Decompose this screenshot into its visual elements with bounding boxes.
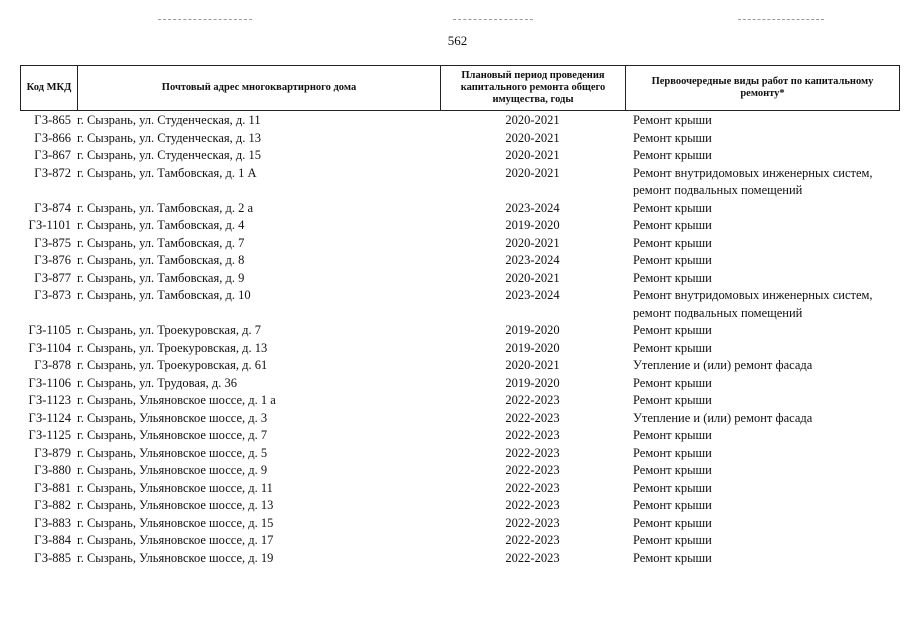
cell-works: Ремонт крыши <box>633 340 712 355</box>
cell-period: 2022-2023 <box>505 515 560 530</box>
table-row <box>20 375 900 393</box>
cell-address: г. Сызрань, Ульяновское шоссе, д. 11 <box>77 480 273 495</box>
cell-works: Ремонт крыши <box>633 480 712 495</box>
cell-address: г. Сызрань, ул. Тамбовская, д. 9 <box>77 270 245 285</box>
page-number: 562 <box>447 33 468 48</box>
cell-period: 2020-2021 <box>505 358 560 372</box>
cell-period: 2022-2023 <box>505 393 560 407</box>
cell-address: г. Сызрань, ул. Троекуровская, д. 13 <box>77 340 268 355</box>
cell-period: 2022-2023 <box>505 550 560 565</box>
cell-address: г. Сызрань, ул. Студенческая, д. 15 <box>77 148 262 162</box>
scan-artifact-line <box>453 19 533 20</box>
cell-code: ГЗ-881 <box>34 480 71 495</box>
table-body <box>20 112 900 567</box>
cell-works: Ремонт крыши <box>633 375 712 390</box>
cell-works: Ремонт крыши <box>633 498 712 512</box>
cell-address: г. Сызрань, ул. Троекуровская, д. 7 <box>77 323 261 337</box>
cell-period: 2019-2020 <box>505 340 560 355</box>
cell-code: ГЗ-885 <box>34 550 71 565</box>
cell-works: Ремонт крыши <box>633 218 712 232</box>
cell-address: г. Сызрань, ул. Тамбовская, д. 7 <box>77 235 245 250</box>
cell-address: г. Сызрань, Ульяновское шоссе, д. 19 <box>77 550 274 565</box>
cell-code: ГЗ-875 <box>34 235 71 250</box>
cell-period: 2022-2023 <box>505 410 560 425</box>
cell-address: г. Сызрань, Ульяновское шоссе, д. 3 <box>77 410 268 425</box>
table-row <box>20 357 900 375</box>
cell-period: 2019-2020 <box>505 375 560 390</box>
header-code: Код МКД <box>21 66 78 110</box>
cell-works: Утепление и (или) ремонт фасада <box>633 410 813 425</box>
cell-address: г. Сызрань, ул. Студенческая, д. 13 <box>77 130 262 145</box>
cell-works: Ремонт крыши <box>633 148 712 162</box>
table-row <box>20 322 900 340</box>
cell-code: ГЗ-877 <box>34 270 71 285</box>
table-row <box>20 270 900 288</box>
cell-period: 2023-2024 <box>505 200 560 215</box>
cell-address: г. Сызрань, ул. Тамбовская, д. 2 а <box>77 200 254 215</box>
cell-address: г. Сызрань, Ульяновское шоссе, д. 9 <box>77 463 268 477</box>
cell-address: г. Сызрань, ул. Тамбовская, д. 8 <box>77 253 245 267</box>
table-row <box>20 515 900 533</box>
table-row <box>20 427 900 445</box>
table-row <box>20 287 900 322</box>
table-row <box>20 462 900 480</box>
cell-period: 2022-2023 <box>505 463 560 477</box>
cell-address: г. Сызрань, Ульяновское шоссе, д. 1 а <box>77 393 276 407</box>
cell-address: г. Сызрань, Ульяновское шоссе, д. 17 <box>77 533 274 547</box>
table-row <box>20 532 900 550</box>
cell-works: Ремонт крыши <box>633 445 712 460</box>
cell-code: ГЗ-880 <box>34 463 71 477</box>
table-row <box>20 112 900 130</box>
cell-code: ГЗ-867 <box>34 148 71 162</box>
cell-works: Ремонт крыши <box>633 515 712 530</box>
table-row <box>20 217 900 235</box>
cell-works: Ремонт крыши <box>633 270 712 285</box>
cell-works: Ремонт крыши <box>633 533 712 547</box>
cell-period: 2022-2023 <box>505 533 560 547</box>
cell-period: 2020-2021 <box>505 113 560 127</box>
cell-works: Утепление и (или) ремонт фасада <box>633 358 813 372</box>
cell-code: ГЗ-1123 <box>28 393 71 407</box>
table-row <box>20 130 900 148</box>
cell-period: 2022-2023 <box>505 445 560 460</box>
cell-code: ГЗ-883 <box>34 515 71 530</box>
table-row <box>20 410 900 428</box>
cell-works: Ремонт крыши <box>633 428 712 442</box>
cell-works: Ремонт крыши <box>633 235 712 250</box>
cell-period: 2020-2021 <box>505 148 560 162</box>
cell-period: 2020-2021 <box>505 130 560 145</box>
table-row <box>20 445 900 463</box>
cell-address: г. Сызрань, Ульяновское шоссе, д. 7 <box>77 428 268 442</box>
cell-works: Ремонт крыши <box>633 550 712 565</box>
scan-artifact-line <box>738 19 824 20</box>
cell-period: 2020-2021 <box>505 165 560 180</box>
cell-code: ГЗ-1101 <box>28 218 71 232</box>
cell-period: 2023-2024 <box>505 288 560 302</box>
table-row <box>20 252 900 270</box>
cell-code: ГЗ-876 <box>34 253 71 267</box>
cell-period: 2019-2020 <box>505 218 560 232</box>
cell-period: 2019-2020 <box>505 323 560 337</box>
cell-code: ГЗ-879 <box>34 445 71 460</box>
cell-address: г. Сызрань, ул. Трудовая, д. 36 <box>77 375 237 390</box>
cell-code: ГЗ-872 <box>34 165 71 180</box>
scan-artifact-line <box>158 19 252 20</box>
cell-period: 2022-2023 <box>505 498 560 512</box>
cell-period: 2020-2021 <box>505 270 560 285</box>
table-row <box>20 550 900 568</box>
table-row <box>20 340 900 358</box>
table-row <box>20 200 900 218</box>
cell-code: ГЗ-873 <box>34 288 71 302</box>
cell-address: г. Сызрань, ул. Студенческая, д. 11 <box>77 113 261 127</box>
cell-works: Ремонт крыши <box>633 253 712 267</box>
cell-works: Ремонт крыши <box>633 200 712 215</box>
cell-works: Ремонт крыши <box>633 130 712 145</box>
table-row <box>20 480 900 498</box>
cell-period: 2020-2021 <box>505 235 560 250</box>
cell-code: ГЗ-1104 <box>28 340 71 355</box>
cell-address: г. Сызрань, Ульяновское шоссе, д. 15 <box>77 515 274 530</box>
cell-address: г. Сызрань, ул. Троекуровская, д. 61 <box>77 358 268 372</box>
cell-period: 2023-2024 <box>505 253 560 267</box>
cell-works: Ремонт крыши <box>633 323 712 337</box>
cell-code: ГЗ-874 <box>34 200 71 215</box>
cell-code: ГЗ-882 <box>34 498 71 512</box>
cell-works: Ремонт внутридомовых инженерных систем, ремонт подвальных помещений <box>633 288 873 320</box>
table-row <box>20 147 900 165</box>
cell-address: г. Сызрань, ул. Тамбовская, д. 1 А <box>77 165 257 180</box>
cell-code: ГЗ-1106 <box>28 375 71 390</box>
table-row <box>20 497 900 515</box>
cell-code: ГЗ-1125 <box>28 428 71 442</box>
table-header <box>20 65 900 111</box>
cell-period: 2022-2023 <box>505 428 560 442</box>
table-row <box>20 165 900 200</box>
header-period: Плановый период проведения капитального ремонта общего имущества, годы <box>441 66 626 110</box>
cell-works: Ремонт крыши <box>633 113 712 127</box>
cell-code: ГЗ-884 <box>34 533 71 547</box>
cell-works: Ремонт крыши <box>633 393 712 407</box>
cell-works: Ремонт внутридомовых инженерных систем, ремонт подвальных помещений <box>633 165 873 197</box>
table-row <box>20 392 900 410</box>
table-row <box>20 235 900 253</box>
cell-period: 2022-2023 <box>505 480 560 495</box>
cell-address: г. Сызрань, Ульяновское шоссе, д. 5 <box>77 445 268 460</box>
cell-address: г. Сызрань, ул. Тамбовская, д. 10 <box>77 288 251 302</box>
header-works: Первоочередные виды работ по капитальному ремонту* <box>651 76 874 99</box>
cell-address: г. Сызрань, ул. Тамбовская, д. 4 <box>77 218 245 232</box>
cell-address: г. Сызрань, Ульяновское шоссе, д. 13 <box>77 498 274 512</box>
cell-works: Ремонт крыши <box>633 463 712 477</box>
cell-code: ГЗ-1105 <box>28 323 71 337</box>
cell-code: ГЗ-878 <box>34 358 71 372</box>
cell-code: ГЗ-1124 <box>28 410 71 425</box>
cell-code: ГЗ-866 <box>34 130 71 145</box>
cell-code: ГЗ-865 <box>34 113 71 127</box>
header-address: Почтовый адрес многоквартирного дома <box>78 66 441 110</box>
